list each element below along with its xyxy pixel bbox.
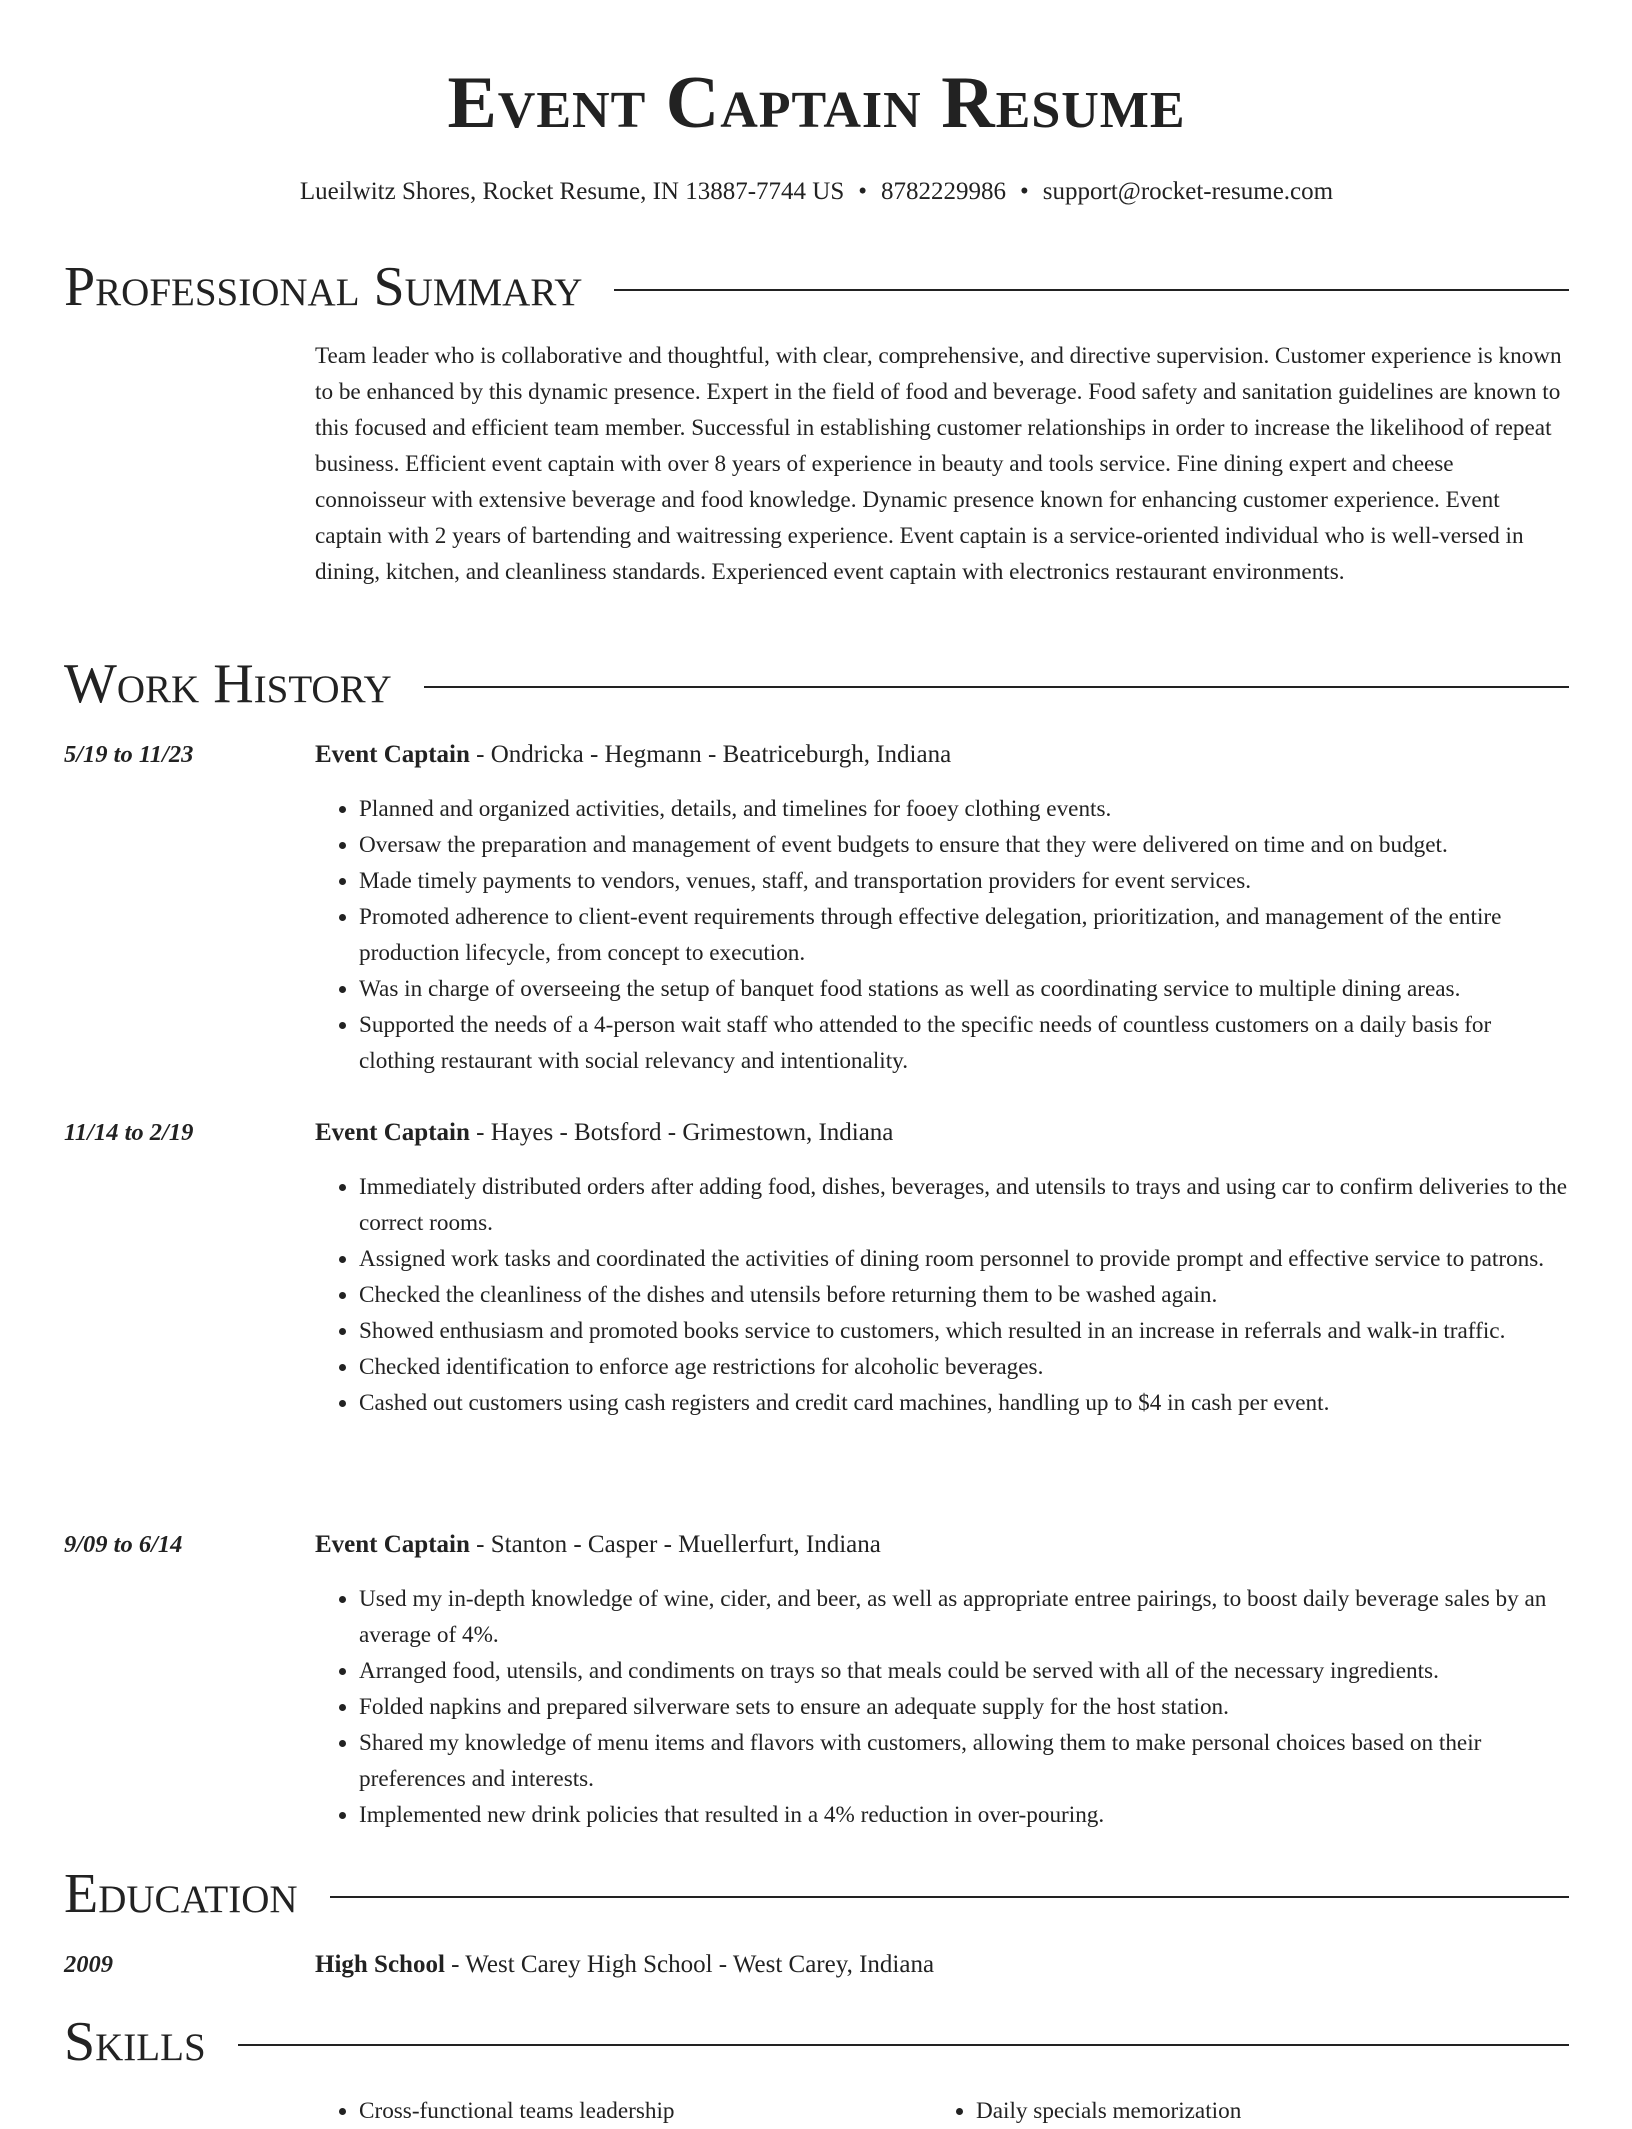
list-item: • Supported the needs of a 4-person wait staff who attended to the specific needs of countless customers on a daily basis for clothing restaurant with social relevancy and intentionality. <box>359 1007 1569 1079</box>
address: Lueilwitz Shores, Rocket Resume, IN 13887-7744 US <box>299 178 845 205</box>
job-bullets <box>315 1581 1569 1833</box>
list-item: • Was in charge of overseeing the setup of banquet food stations as well as coordinating service to multiple dining areas. <box>359 971 1569 1007</box>
education-heading <box>315 1947 934 1983</box>
section-divider <box>614 289 1569 291</box>
list-item: • Folded napkins and prepared silverware sets to ensure an adequate supply for the host station. <box>359 1689 1569 1725</box>
separator: • <box>858 178 868 205</box>
contact-line <box>64 174 1569 210</box>
list-item: • Used my in-depth knowledge of wine, cider, and beer, as well as appropriate entree pairings, to boost daily beverage sales by an average of 4%. <box>359 1581 1569 1653</box>
education-section-header <box>64 1862 1569 1926</box>
list-item: • Implemented new drink policies that resulted in a 4% reduction in over-pouring. <box>359 1797 1569 1833</box>
list-item: • Shared my knowledge of menu items and flavors with customers, allowing them to make personal choices based on their preferences and interests. <box>359 1725 1569 1797</box>
job-heading <box>315 1115 893 1151</box>
job-employer: - Stanton - Casper - Muellerfurt, Indiana <box>469 1531 881 1558</box>
list-item: • Planned and organized activities, details, and timelines for fooey clothing events. <box>359 791 1569 827</box>
list-item: • Promoted adherence to client-event requirements through effective delegation, prioritization, and management of the entire production lifecycle, from concept to execution. <box>359 899 1569 971</box>
section-title: Work History <box>64 653 392 715</box>
list-item: • Daily specials memorization <box>976 2093 1549 2129</box>
list-item: • Cross-functional teams leadership <box>359 2093 932 2129</box>
list-item: • Showed enthusiasm and promoted books service to customers, which resulted in an increase in referrals and walk-in traffic. <box>359 1313 1569 1349</box>
section-divider <box>424 686 1569 688</box>
skills-column-left <box>315 2093 932 2129</box>
list-item: • Checked identification to enforce age restrictions for alcoholic beverages. <box>359 1349 1569 1385</box>
list-item: • Checked the cleanliness of the dishes and utensils before returning them to be washed again. <box>359 1277 1569 1313</box>
job-title: Event Captain <box>315 1531 470 1558</box>
section-divider <box>330 1896 1569 1898</box>
degree: High School <box>315 1951 445 1978</box>
summary-text: Team leader who is collaborative and thoughtful, with clear, comprehensive, and directive supervision. Customer experience is known to be enhanced by this dynamic presence. Expert in the field of food and beverage. Food safety and sanitation guidelines are known to this focused and efficient team member. Successful in establishing customer relationships in order to increase the likelihood of repeat business. Efficient event captain with over 8 years of experience in beauty and tools service. Fine dining expert and cheese connoisseur with extensive beverage and food knowledge. Dynamic presence known for enhancing customer experience. Event captain with 2 years of bartending and waitressing experience. Event captain is a service-oriented individual who is well-versed in dining, kitchen, and cleanliness standards. Experienced event captain with electronics restaurant environments. <box>315 343 1562 585</box>
job-heading <box>315 1527 881 1563</box>
job-bullets <box>315 1169 1569 1421</box>
job-dates: 9/09 to 6/14 <box>64 1531 183 1558</box>
skills-section-header <box>64 2010 1569 2074</box>
job-bullets <box>315 791 1569 1079</box>
job-heading <box>315 737 951 773</box>
summary-section-header <box>64 255 1569 319</box>
skills-list <box>315 2093 1569 2129</box>
job-title: Event Captain <box>315 1119 470 1146</box>
section-divider <box>238 2044 1569 2046</box>
list-item: • Cashed out customers using cash registers and credit card machines, handling up to $4 in cash per event. <box>359 1385 1569 1421</box>
separator: • <box>1020 178 1029 205</box>
job-dates: 5/19 to 11/23 <box>64 741 194 768</box>
skills-column-right <box>932 2093 1549 2129</box>
section-title: Education <box>64 1863 298 1925</box>
resume-title: Event Captain Resume <box>447 62 1186 144</box>
email: support@rocket-resume.com <box>1042 178 1334 205</box>
job-title: Event Captain <box>315 741 470 768</box>
section-title: Professional Summary <box>64 256 583 318</box>
phone: 8782229986 <box>881 178 1007 205</box>
list-item: • Made timely payments to vendors, venues, staff, and transportation providers for event services. <box>359 863 1569 899</box>
section-title: Skills <box>64 2011 206 2073</box>
job-employer: - Ondricka - Hegmann - Beatriceburgh, Indiana <box>469 741 952 768</box>
work-history-section-header <box>64 652 1569 716</box>
job-employer: - Hayes - Botsford - Grimestown, Indiana <box>469 1119 894 1146</box>
job-dates: 11/14 to 2/19 <box>64 1119 194 1146</box>
education-year: 2009 <box>64 1951 113 1978</box>
list-item: • Oversaw the preparation and management of event budgets to ensure that they were delivered on time and on budget. <box>359 827 1569 863</box>
list-item: • Arranged food, utensils, and condiments on trays so that meals could be served with all of the necessary ingredients. <box>359 1653 1569 1689</box>
school-details: - West Carey High School - West Carey, Indiana <box>444 1951 935 1978</box>
list-item: • Assigned work tasks and coordinated the activities of dining room personnel to provide prompt and effective service to patrons. <box>359 1241 1569 1277</box>
list-item: • Immediately distributed orders after adding food, dishes, beverages, and utensils to trays and using car to confirm deliveries to the correct rooms. <box>359 1169 1569 1241</box>
